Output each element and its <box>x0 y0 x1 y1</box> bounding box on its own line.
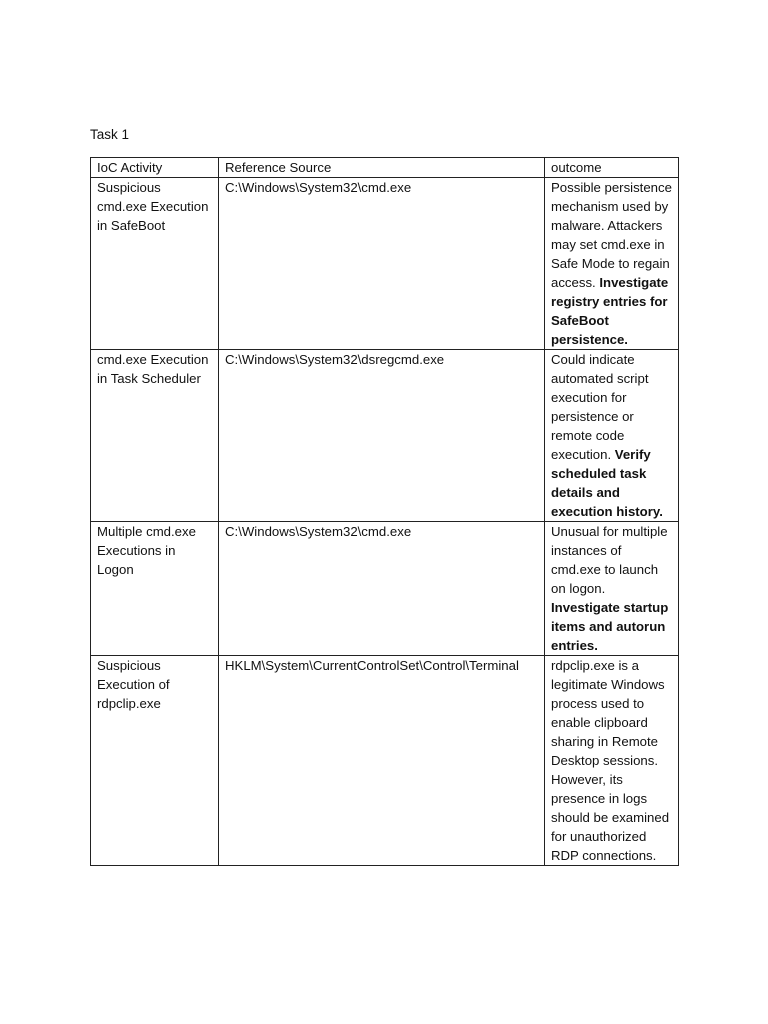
header-outcome: outcome <box>545 158 679 178</box>
outcome-action: Investigate registry entries for SafeBoot persistence. <box>551 275 669 347</box>
table-row <box>91 656 679 866</box>
ioc-cell: Multiple cmd.exe Executions in Logon <box>91 522 219 656</box>
outcome-text: Unusual for multiple instances of cmd.exe to launch on logon. <box>551 524 668 596</box>
reference-cell: C:\Windows\System32\cmd.exe <box>219 522 545 656</box>
outcome-cell <box>545 178 679 350</box>
table-row <box>91 522 679 656</box>
reference-cell: HKLM\System\CurrentControlSet\Control\Terminal <box>219 656 545 866</box>
outcome-cell <box>545 656 679 866</box>
outcome-text: rdpclip.exe is a legitimate Windows process used to enable clipboard sharing in Remote Desktop sessions. However, its presence in logs should be examined for unauthorized RDP connections. <box>551 658 670 863</box>
outcome-cell <box>545 350 679 522</box>
outcome-action: Verify scheduled task details and execution history. <box>551 447 663 519</box>
ioc-cell: cmd.exe Execution in Task Scheduler <box>91 350 219 522</box>
reference-cell: C:\Windows\System32\cmd.exe <box>219 178 545 350</box>
outcome-text: Possible persistence mechanism used by malware. Attackers may set cmd.exe in Safe Mode to regain access. <box>551 180 672 290</box>
outcome-action: Investigate startup items and autorun entries. <box>551 600 669 653</box>
table-row <box>91 350 679 522</box>
ioc-cell: Suspicious Execution of rdpclip.exe <box>91 656 219 866</box>
header-reference-source: Reference Source <box>219 158 545 178</box>
ioc-cell: Suspicious cmd.exe Execution in SafeBoot <box>91 178 219 350</box>
task-heading: Task 1 <box>90 127 130 142</box>
table-row <box>91 178 679 350</box>
header-ioc-activity: IoC Activity <box>91 158 219 178</box>
outcome-cell <box>545 522 679 656</box>
ioc-table <box>90 157 679 866</box>
outcome-text: Could indicate automated script execution for persistence or remote code execution. <box>551 352 649 462</box>
reference-cell: C:\Windows\System32\dsregcmd.exe <box>219 350 545 522</box>
table-header-row <box>91 158 679 178</box>
